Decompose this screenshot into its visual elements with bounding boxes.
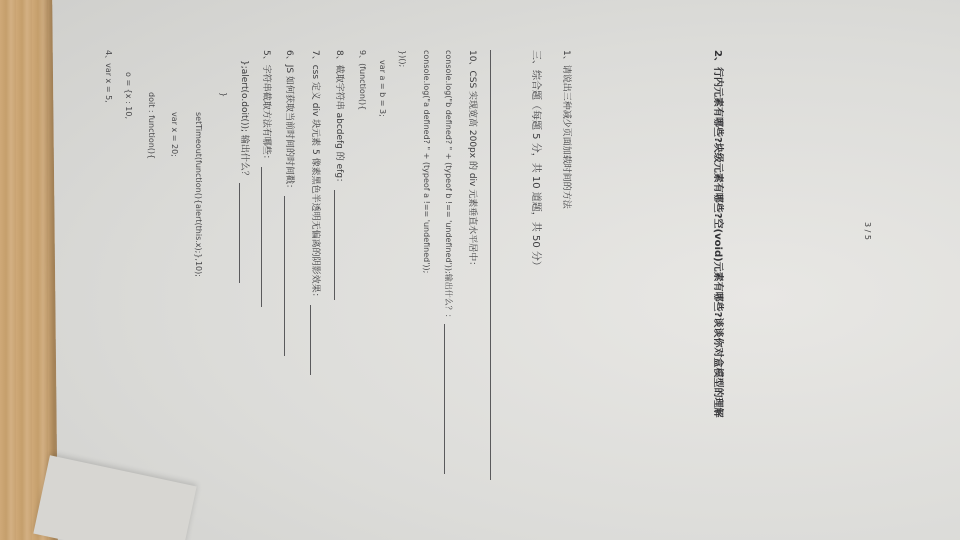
question-6-text: 6、JS 如何获取当前时间的时间戳：	[284, 50, 294, 193]
question-9-prompt	[444, 50, 454, 474]
question-6	[284, 50, 294, 356]
code-line: o = {x : 10,	[124, 72, 133, 120]
page-number: 3 / 5	[863, 222, 872, 240]
question-9-text: console.log("b defined? " + (typeof b !== 'undefined'));输出什么？：	[444, 50, 453, 322]
answer-blank[interactable]	[284, 196, 294, 356]
answer-blank[interactable]	[490, 50, 500, 480]
question-9: 9、(function(){	[358, 50, 367, 111]
section-3-question-2: 2、行内元素有哪些?块级元素有哪些?空(void)元素有哪些?谈谈你对盒模型的理解	[712, 50, 723, 418]
section-3-title: 三、综合题（每题 5 分，共 10 道题，共 50 分）	[530, 50, 541, 271]
question-10: 10、CSS 实现宽高 200px 的 div 元素垂直水平居中：	[467, 50, 477, 271]
question-8-text: 8、截取字符串 abcdefg 的 efg：	[334, 50, 344, 188]
question-8	[334, 50, 344, 300]
answer-blank[interactable]	[444, 324, 454, 474]
code-line: var x = 20;	[170, 112, 179, 157]
code-q4-label: 4、var x = 5,	[104, 50, 113, 103]
code-line: doit : function(){	[147, 92, 156, 160]
section-3-question-1: 1、请说出三种减少页面加载时间的方法	[561, 50, 571, 209]
question-10-answer-line	[490, 50, 500, 480]
code-line: }	[219, 92, 228, 98]
answer-blank[interactable]	[239, 183, 249, 283]
code-line: console.log("a defined? " + (typeof a !== 'undefined'));	[422, 50, 431, 274]
exam-paper	[52, 0, 960, 540]
code-line: })();	[398, 50, 407, 68]
question-7-text: 7、css 定义 div 块元素 5 像素黑色半透明无偏离的阴影效果：	[310, 50, 320, 302]
question-5-text: 5、字符串截取方法有哪些：	[261, 50, 271, 164]
answer-blank[interactable]	[261, 167, 271, 307]
question-7	[310, 50, 320, 375]
question-4-prompt	[239, 60, 249, 283]
code-line: setTimeout(function(){alert(this.x);},10);	[194, 112, 203, 277]
question-4-text: };alert(o.doit()); 输出什么？	[239, 60, 249, 180]
answer-blank[interactable]	[334, 190, 344, 300]
answer-blank[interactable]	[310, 305, 320, 375]
code-line: var a = b = 3;	[378, 60, 387, 117]
question-5	[261, 50, 271, 307]
